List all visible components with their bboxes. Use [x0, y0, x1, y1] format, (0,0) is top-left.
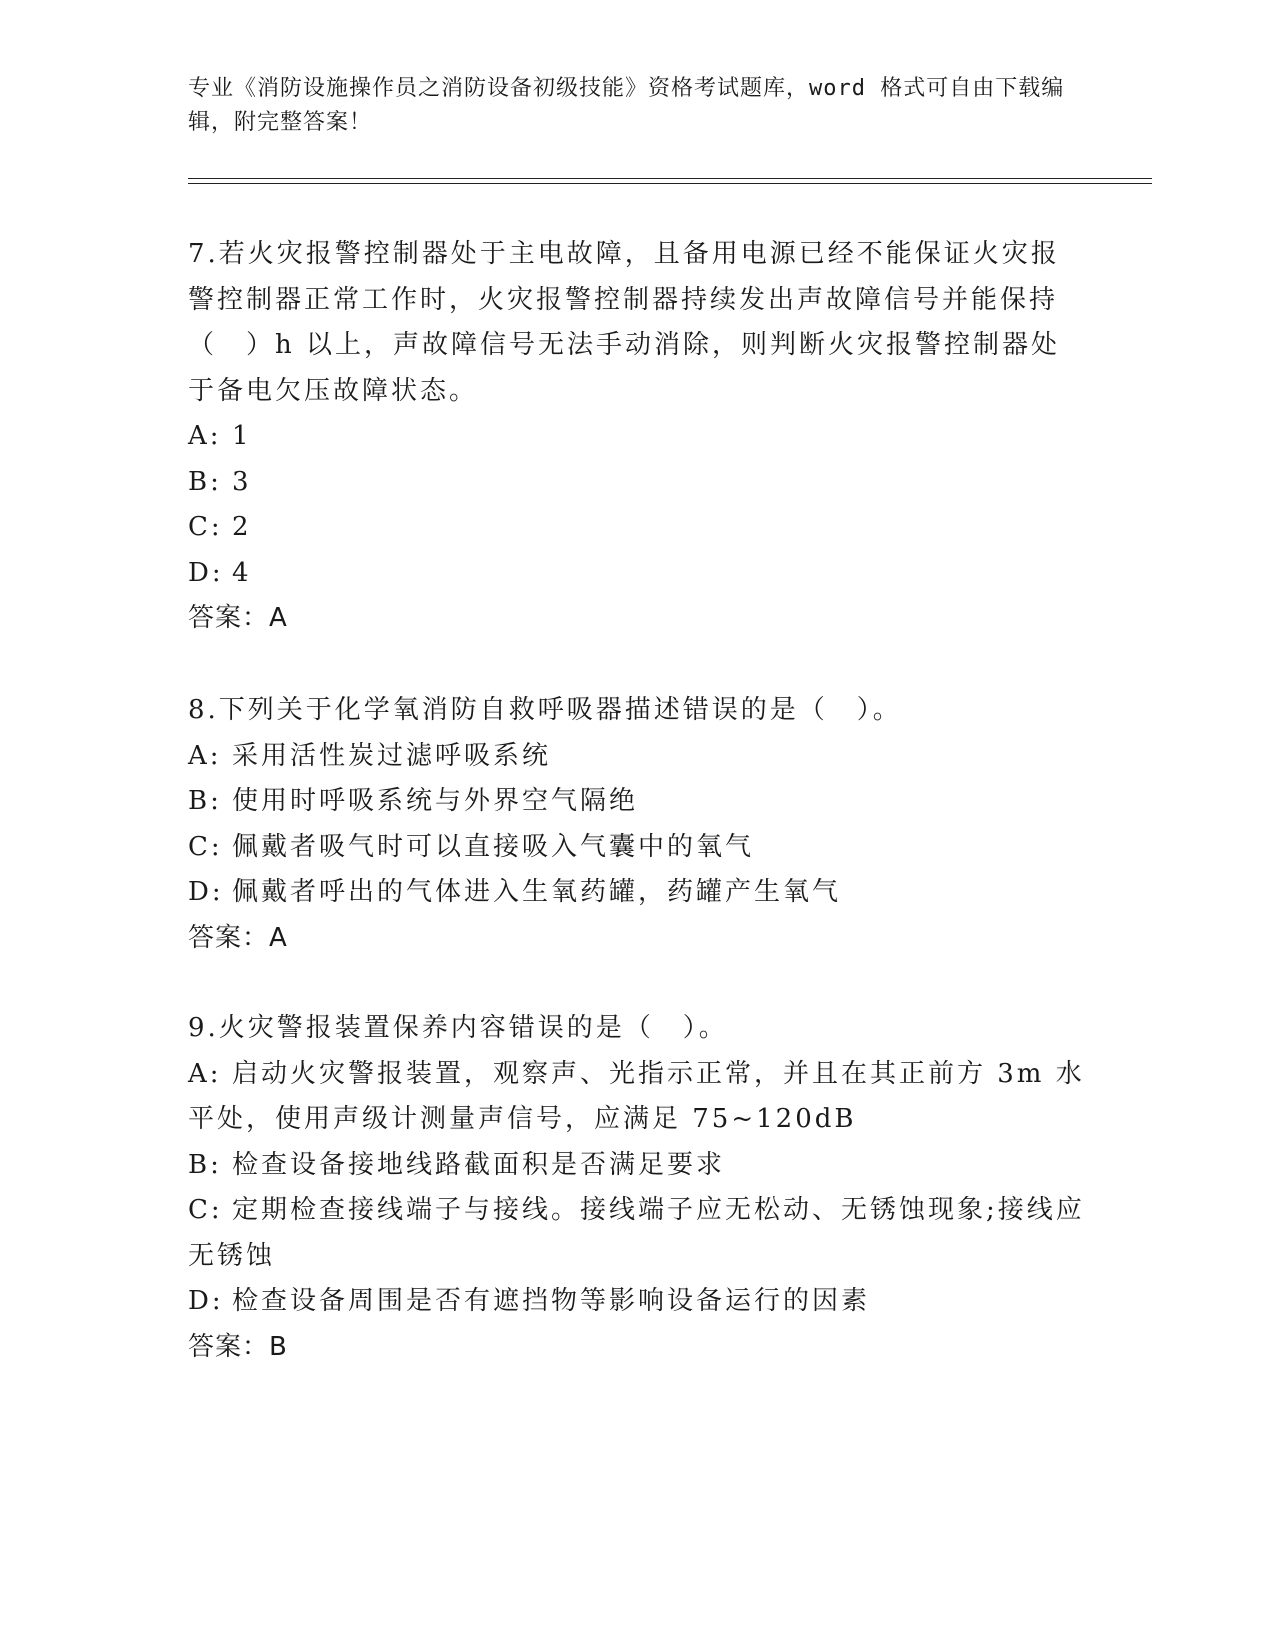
header-divider-top — [188, 178, 1152, 179]
option-letter: D: — [188, 877, 224, 907]
option-c — [188, 1188, 1088, 1279]
header-divider-bottom — [188, 183, 1152, 184]
option-b — [188, 1143, 1088, 1189]
option-letter: D: — [188, 557, 224, 588]
option-c — [188, 505, 1088, 551]
option-d — [188, 551, 1088, 597]
option-text: 定期检查接线端子与接线。接线端子应无松动、无锈蚀现象;接线应无锈蚀 — [188, 1195, 1085, 1271]
question-9 — [188, 1006, 1088, 1370]
option-a — [188, 734, 1088, 780]
option-text: 4 — [232, 557, 252, 588]
option-letter: C: — [188, 831, 223, 862]
answer-line: 答案：A — [188, 603, 288, 633]
option-d — [188, 1279, 1088, 1325]
option-text: 3 — [232, 466, 252, 497]
question-stem: 7.若火灾报警控制器处于主电故障，且备用电源已经不能保证火灾报警控制器正常工作时，火灾报警控制器持续发出声故障信号并能保持（ ）h 以上，声故障信号无法手动消除，则判断火灾报警控制器处于备电欠压故障状态。 — [188, 239, 1061, 406]
option-text: 佩戴者吸气时可以直接吸入气囊中的氧气 — [232, 831, 755, 862]
option-letter: D: — [188, 1286, 224, 1316]
answer-line: 答案：B — [188, 1331, 288, 1362]
option-letter: B: — [188, 466, 222, 497]
option-a — [188, 414, 1088, 460]
option-text: 佩戴者呼出的气体进入生氧药罐，药罐产生氧气 — [232, 877, 842, 907]
option-text: 检查设备接地线路截面积是否满足要求 — [232, 1149, 726, 1180]
question-stem: 9.火灾警报装置保养内容错误的是（ ）。 — [188, 1013, 728, 1043]
option-letter: A: — [188, 1058, 222, 1089]
question-8 — [188, 688, 1088, 961]
option-b — [188, 779, 1088, 825]
option-letter: A: — [188, 740, 222, 771]
option-b — [188, 460, 1088, 506]
option-d — [188, 870, 1088, 916]
option-letter: C: — [188, 512, 223, 542]
option-letter: B: — [188, 1149, 222, 1180]
question-7 — [188, 232, 1088, 642]
header-text: 专业《消防设施操作员之消防设备初级技能》资格考试题库，word 格式可自由下载编辑，附完整答案！ — [188, 76, 1065, 135]
option-text: 2 — [232, 512, 252, 542]
option-text: 采用活性炭过滤呼吸系统 — [232, 740, 552, 771]
option-a — [188, 1052, 1088, 1143]
option-text: 检查设备周围是否有遮挡物等影响设备运行的因素 — [232, 1286, 871, 1316]
document-header — [188, 72, 1068, 140]
option-text: 使用时呼吸系统与外界空气隔绝 — [232, 786, 639, 816]
option-letter: C: — [188, 1195, 223, 1225]
option-c — [188, 825, 1088, 871]
question-stem: 8.下列关于化学氧消防自救呼吸器描述错误的是（ ）。 — [188, 695, 902, 725]
option-letter: A: — [188, 421, 222, 451]
answer-line: 答案：A — [188, 922, 288, 953]
option-letter: B: — [188, 786, 222, 816]
option-text: 1 — [232, 421, 252, 451]
option-text: 启动火灾警报装置，观察声、光指示正常，并且在其正前方 3m 水平处，使用声级计测量声信号，应满足 75~120dB — [188, 1058, 1085, 1134]
